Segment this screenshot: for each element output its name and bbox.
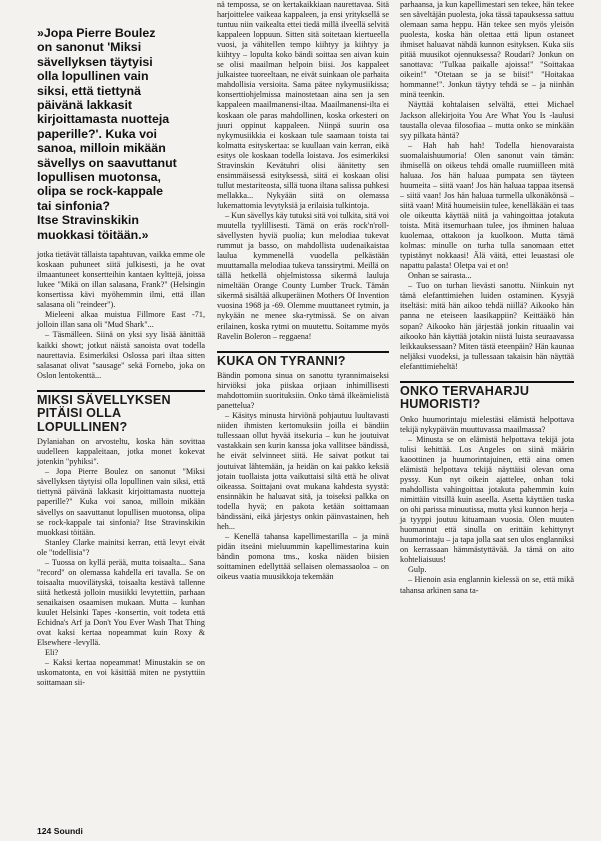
paragraph: – Tuossa on kyllä perää, mutta toisaalta... Sana "record" on olemassa kahdella eri tavalla. Se on toisaalta muovilätyskä, toisaalta kestävä tallenne siitä hetkestä jolloin musiikki levytettiin, parhaan senaikaisen osaamisen mukaan. Mutta – kunhan kuulet Helsinki Tapes -konsertin, voit todeta että Echidna's Arf ja Don't You Ever Wash That Thing ovat kaksi kertaa nopeammat kuin Roxy & Elsewhere -levyllä. [37,557,205,648]
paragraph: – Käsitys minusta hirviönä pohjautuu luultavasti niiden ihmisten kertomuksiin joilla ei bändiin tullessaan ollut hyvää itsekuria – kun he joutuivat vastakkain sen kurin kanssa joka vallitsee bändissä, he eivät selvinneet siitä. He saivat potkut tai joutuivat lähtemään, ja heidän on kai pakko keksiä jotain tuollaista jotta vaikuttaisi siltä että he olivat oikeassa. Soittajani ovat mukana kahdesta syystä: ensinnäkin he haluavat sitä, ja toiseksi palkka on todella hyvä; en pakota ketään soittamaan bändissäni, eikä järjestys onkin päinvastainen, heh heh... [217,411,389,531]
paragraph: Stanley Clarke mainitsi kerran, että levyt eivät ole "todellisia"? [37,537,205,557]
pull-quote-line: sävellyksen täytyisi [37,54,153,69]
pull-quote-line: kirjoittamasta nuotteja [37,112,170,127]
paragraph: Gulp. [408,565,427,575]
paragraph: – Kun sävellys käy tutuksi sitä voi tulkita, sitä voi muutella tyylillisesti. Tämä on eräs rock'n'roll-sävellysten hyviä puolia; kun melodiaa tukevat rummut ja basso, on mahdollista uudenaikaistaa laulua kymmenellä vuodella pelkästään muuttamalla melodiaa tukeva tanssirytmi. Meillä on tällä hetkellä ohjelmistossa sikermä lauluja nimeltään Orange County Lumber Truck. Tämän sikermä sisältää alkuperäinen Mothers Of Invention vuosina 1968 ja -69. Olemme muuttaneet rytmin, ja nykyään ne menee ska-rytmissä. Se on aivan erilainen, koska rytmi on muutettu. Soitamme myös Ravelin Boleron – reggaena! [217,210,389,341]
pull-quote-line: »Jopa Pierre Boulez [37,26,156,40]
paragraph: – Tuo on turhan lievästi sanottu. Niinkuin nyt tämä elefanttimiehen luiden ostaminen. Kysyjä itseltäsi: mitä hän aikoo tehdä niillä? Aikooko hän panna ne eteiseen laasikappiin? Keittääkö hän sopan? Aikooko hän järjestää jonkin rituaalin vai aikooko hän käyttää jotakin niistä luista seuraavassa leikkauksessaan? Miten tästä eteenpäin? Hän kaunaa neljäksi vuodeksi, ja tullessaan takaisin hän näyttää elefanttimieheltä! [400,281,574,371]
paragraph: – Jopa Pierre Boulez on sanonut "Miksi sävellyksen täytyisi olla lopullinen vain siksi, että tiettynä päivänä lakkasit kirjoittamasta nuotteja paperille?" Kuka voi sanoa, milloin mikään sävellys on saavuttanut lopullisen muotonsa, olipa se rock-kappale tai sinfonia? Itse Stravinskikin muokkasi töitään. [37,467,205,537]
page-footer [37,826,83,836]
column-2 [217,0,389,582]
section-heading: ONKO TERVAHARJU HUMORISTI? [400,381,574,412]
paragraph: parhaansa, ja kun kapellimestari sen tekee, hän tekee sen säveltäjän puolesta, joka tässä tapauksessa sattuu olemaan sama heppu. Hän tekee sen myös yleisön puolesta, koska hän olettaa että lipun ostaneet ihmiset haluavat nähdä kunnon esityksen. Kuka siis pitää muusikot ojennuksessa? Roudari? Jonkun on sanottava: "Tulkaa paikalle ajoissa!" "Soittakaa oikein!" "Otetaan se ja se biisi!" "Hoitakaa hommanne!". Jonkun täytyy tehdä se – ja niinhän minä teenkin. [400,0,574,100]
paragraph: jotka tietävät tällaista tapahtuvan, vaikka emme ole koskaan puhuneet siitä julkisesti, ja he ovat ilmaantuneet konsertteihin kantaen kylttejä, joissa lukee "Mikä on illan salasana, Frank?" (Helsingin konsertissa kävi myöhemmin ilmi, että illan salasana oli "reindeer"). [37,250,206,310]
paragraph: – Täsmälleen. Siinä on yksi syy lisää äänittää kaikki showt; jotkut näistä sanoista ovat todella naurettavia. Esimerkiksi Oslossa pari iltaa sitten salasanat olivat "sausage" sekä Fornebo, joka on Oslon lentokenttä... [37,330,205,380]
pull-quote [37,26,205,242]
paragraph: Mieleeni alkaa muistua Fillmore East -71, jolloin illan sana oli "Mud Shark"... [37,310,205,330]
paragraph: Dylaniahan on arvosteltu, koska hän sovittaa uudelleen kappaleitaan, jotka monet kokevat jotenkin "pyhiksi". [37,437,205,467]
section-heading: KUKA ON TYRANNI? [217,351,389,369]
paragraph: – Hienoin asia englannin kielessä on se, että mikä tahansa arkinen sana ta- [400,575,574,595]
paragraph: Näyttää kohtalaisen selvältä, ettei Michael Jackson allekirjoita You Are What You Is -laulusi taustalla olevaa filosofiaa – mutta onko se minkään syy pilkata häntä? [400,100,574,140]
pull-quote-line: sanoa, milloin mikään [37,141,166,156]
pull-quote-line: sävellys on saavuttanut [37,155,177,170]
pull-quote-line: Itse Stravinskikin [37,213,139,228]
column-3 [400,0,574,596]
page-number: 124 [37,826,52,836]
pull-quote-line: on sanonut 'Miksi [37,40,142,55]
pull-quote-line: lopullisen muotonsa, [37,170,161,185]
magazine-name: Soundi [53,826,83,836]
paragraph: Onhan se sairasta... [408,271,472,281]
pull-quote-line: muokkasi töitään.» [37,227,149,242]
paragraph: Onko huumorintaju mielestäsi elämistä helpottava tekijä nykypäivän muuttuvassa maailmassa? [400,414,574,434]
paragraph: – Kaksi kertaa nopeammat! Minustakin se on uskomatonta, en voi käsittää miten ne pystyttiin soittamaan sii- [37,658,205,688]
column-1 [37,26,205,688]
section-heading: MIKSI SÄVELLYKSEN PITÄISI OLLA LOPULLINEN? [37,390,205,435]
paragraph: – Minusta se on elämistä helpottava tekijä jota tulisi kehittää. Los Angeles on siinä määrin kaoottinen ja huumorintajuinen, että aina omen elämistä helpottava tekijä näyttäisi olevan oma pyssy. Kun nyt oikein ajattelee, onhan toki mahdollista vahingoittaa jotakuta pahemmin kuin nimittäin vitsillä kuin aseella. Asetta käyttäen tuska on ohi parissa minuutissa, mutta yksi kunnon herja – ja tyyppi joutuu kituamaan vuosia. Olen muuten huomannut että sinulla on erittäin kehittynyt huumorintaju – ja tapa jolla saat sen ulos englanniksi on kerrassaan hämmästyttävää. Ja tämä on aito kohteliaisuus! [400,434,574,565]
paragraph: – Hah hah hah! Todella hienovaraista suomalaishuumoria! Olen sanonut vain tämän: ihmisellä on oikeus tehdä omalle ruumiilleen mitä haluaa. Jos hän haluaa pumpata sen täyteen huumeita – siitä vaan! Jos hän haluaa tappaa itsensä – siitä vaan! Jos hän haluaa turmella ulkonäkönsä – siitä vaan! Mitä huumeisiin tulee, kenelläkään ei taas ole oikeutta käyttää niitä ja vahingoittaa jotakuta toista. Mitä itsemurhaan tulee, jos ihminen haluaa kuolemaa, ottakoon ja kuolkoon. Mutta tämä kolmas: minulle on turha tulla sanomaan ettet typistänyt nokkaasi! Älä väitä, ettei leuastasi ole napattu palasta! Oletpa vai et on! [400,140,574,271]
pull-quote-line: tai sinfonia? [37,198,110,213]
pull-quote-line: olipa se rock-kappale [37,184,164,199]
pull-quote-line: paperille?'. Kuka voi [37,126,158,141]
pull-quote-line: siksi, että tiettynä [37,83,141,98]
paragraph: Eli? [45,648,59,658]
paragraph: nä tempossa, se on kertakaikkiaan naurettavaa. Sitä harjoittelee vaikeaa kappaleen, ja ensi yrityksellä se tuntuu niin vaikealta ettei tiedä millä ilveellä selvitä kappaleen loppuun. Sitten sitä soitetaan kiertueella vuosi, ja vähitellen tempo kiihtyy ja kiihtyy ja kiihtyy – lopulta koko bändi soittaa sen aivan kuin se olisi maailman helpoin biisi. Jos kappaleet julkaistee tuoreeltaan, ne eivät suinkaan ole parhaita mahdollisia versioita. Sama pätee nykymusiikissa; konserttiohjelmissa mainostetaan aina sen ja sen kappaleen maailmanensi-iltaa. Maailmanensi-ilta ei koskaan ole paras mahdollinen, koska orkesteri on juuri oppinut kappaleen. Niinpä suurin osa nykymusiikkia ei koskaan tule saamaan toista tai kolmatta esityskertaa: se kuullaan vain kerran, eikä esitys ole koskaan todella loistava. Jos esimerkiksi Stravinskin Kevätuhri olisi äänitetty sen ensimmäisessä esityksessä, siitä ei koskaan olisi tullut mestariteosta, sillä tuona iltana salissa puhkesi mellakka... Nykyään siitä on olemassa lukemattomia levytyksiä ja erilaisia tulkintoja. [217,0,389,210]
pull-quote-line: päivänä lakkasit [37,98,133,113]
paragraph: Bändin pomona sinua on sanottu tyrannimaiseksi hirviöksi joka piiskaa orjiaan inhimillisesti mahdottomiin suorituksiin. Onko tämä ilkeämielistä panettelua? [217,371,389,411]
paragraph: – Kenellä tahansa kapellimestarilla – ja minä pidän itseäni mieluummin kapellimestarina kuin bändin pomona tms., koska näiden biisien soittaminen edellyttää sellaisen olemassaoloa – on oikeus vaatia muusikkoja tekemään [217,531,389,582]
pull-quote-line: olla lopullinen vain [37,69,149,84]
